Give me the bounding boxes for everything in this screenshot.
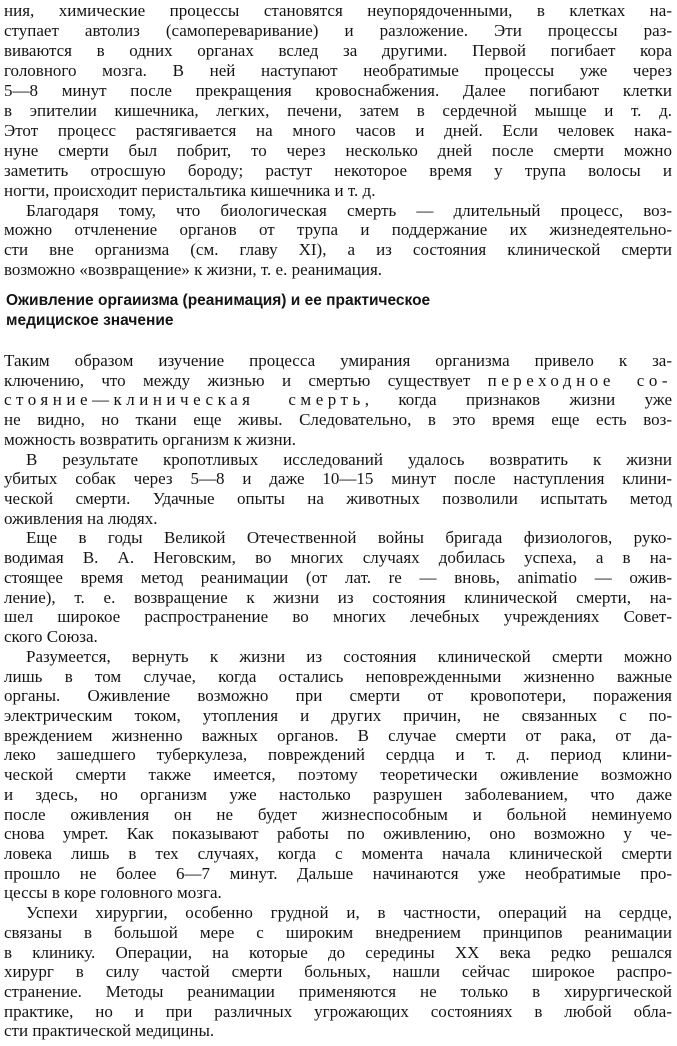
paragraph: [4, 450, 672, 529]
text-line: Успехи хирургии, особенно грудной и, в частности, операций на сердце,: [26, 903, 672, 923]
text-line: практике, но и при различных угрожающих состояниях в любой обла-: [4, 1001, 672, 1021]
text-line: в эпителии кишечника, легких, печени, затем в сердечной мышце и т. д.: [4, 100, 672, 120]
paragraph: [4, 903, 672, 1041]
text-line: органы. Оживление возможно при смерти от кровопотери, поражения: [4, 686, 672, 706]
bottom-text-block: [4, 351, 672, 1041]
section-heading: [6, 291, 674, 331]
text-line: вреждением жизненно важных органов. В случае смерти от рака, от да-: [4, 725, 672, 745]
text-line: [4, 390, 672, 410]
text-line: можность возвратить организм к жизни.: [4, 429, 297, 449]
paragraph: [4, 201, 672, 281]
text-line: не видно, но ткани еще живы. Следовательно, в это время еще есть воз-: [4, 410, 672, 430]
text-line: сти вне организма (см. главу XI), а из состояния клинической смерти: [4, 240, 672, 260]
text-line: Еще в годы Великой Отечественной войны бригада физиологов, руко-: [26, 528, 672, 548]
text-line: [4, 371, 672, 391]
text-line: возможно «возвращение» к жизни, т. е. реанимация.: [4, 260, 383, 280]
text-line: снова умрет. Как показывают работы по оживлению, оно возможно у че-: [4, 824, 672, 844]
text-line: после оживления он не будет жизнеспособным и больной неминуемо: [4, 804, 672, 824]
text-line: электрическим током, утопления и других причин, не связанных с по-: [4, 705, 672, 725]
text-line: нуне смерти был побрит, то через несколько дней после смерти можно: [4, 140, 672, 160]
text-line: можно отчленение органов от трупа и поддержание их жизнедеятельно-: [4, 220, 672, 240]
text-line: шел широкое распространение во многих лечебных учреждениях Совет-: [4, 607, 672, 627]
text-line: Таким образом изучение процесса умирания организма привело к за-: [4, 351, 672, 370]
paragraph: [4, 351, 672, 450]
text-line: ческой смерти. Удачные опыты на животных позволили испытать метод: [4, 489, 672, 509]
spaced-emphasis: стояние—клиническая смерть: [4, 390, 365, 410]
text-line: сти практической медицины.: [4, 1021, 215, 1041]
text-line: ногти, происходит перистальтика кишечника и т. д.: [4, 180, 376, 200]
text-line: и здесь, но организм уже настолько разрушен заболеванием, что даже: [4, 784, 672, 804]
text-line: Этот процесс растягивается на много часов и дней. Если человек нака-: [4, 120, 672, 140]
text-line: ловека лишь в тех случаях, когда с момента начала клинической смерти: [4, 843, 672, 863]
text-line: 5—8 минут после прекращения кровоснабжения. Далее погибают клетки: [4, 80, 672, 100]
text-line: лишь в том случае, когда остались неповрежденными жизненно важные: [4, 666, 672, 686]
text-line: оживления на людях.: [4, 508, 158, 528]
text-line: убитых собак через 5—8 и даже 10—15 минут после наступления клини-: [4, 469, 672, 489]
text-segment: , когда признаков жизни уже: [364, 390, 672, 410]
text-line: В результате кропотливых исследований удалось возвратить к жизни: [26, 449, 672, 469]
paragraph: [4, 528, 672, 646]
text-line: леко зашедшего туберкулеза, повреждений сердца и т. д. период клини-: [4, 745, 672, 765]
text-line: стоящее время метод реанимации (от лат. re — вновь, animatio — ожив-: [4, 567, 672, 587]
text-line: связаны в большой мере с широким внедрением принципов реанимации: [4, 922, 672, 942]
text-line: ческой смерти также имеется, поэтому теоретически оживление возможно: [4, 765, 672, 785]
paragraph: [4, 1, 672, 201]
text-line: хирург в силу частой смерти больных, нашли сейчас широкое распро-: [4, 962, 672, 982]
heading-line: Оживление оргаиизма (реанимация) и ее практическое: [6, 292, 431, 309]
heading-line: медициское значение: [6, 312, 174, 329]
text-line: Разумеется, вернуть к жизни из состояния клинической смерти можно: [26, 646, 672, 666]
text-line: Благодаря тому, что биологическая смерть — длительный процесс, воз-: [26, 200, 672, 220]
text-line: ступает автолиз (самопереваривание) и разложение. Эти процессы раз-: [4, 20, 672, 40]
text-line: ния, химические процессы становятся неупорядоченными, в клетках на-: [4, 1, 672, 20]
text-segment: ключению, что между жизнью и смертью существует: [4, 370, 488, 390]
text-line: заметить отросшую бороду; растут некоторое время у трупа волосы и: [4, 160, 672, 180]
text-line: ление), т. е. возвращение к жизни из состояния клинической смерти, на-: [4, 587, 672, 607]
text-line: цессы в коре головного мозга.: [4, 883, 222, 903]
paragraph: [4, 647, 672, 903]
text-line: ского Союза.: [4, 627, 98, 647]
text-line: водимая В. А. Неговским, во многих случаях добилась успеха, а в на-: [4, 548, 672, 568]
spaced-emphasis: переходное со-: [487, 370, 672, 390]
text-line: странение. Методы реанимации применяются не только в хирургической: [4, 982, 672, 1001]
text-line: прошло не более 6—7 минут. Дальше начинаются уже необратимые про-: [4, 863, 672, 883]
text-line: головного мозга. В ней наступают необратимые процессы уже через: [4, 60, 672, 80]
text-line: виваются в одних органах вслед за другими. Первой погибает кора: [4, 40, 672, 60]
text-line: в клинику. Операции, на которые до середины XX века редко решался: [4, 942, 672, 962]
top-text-block: [4, 1, 672, 280]
